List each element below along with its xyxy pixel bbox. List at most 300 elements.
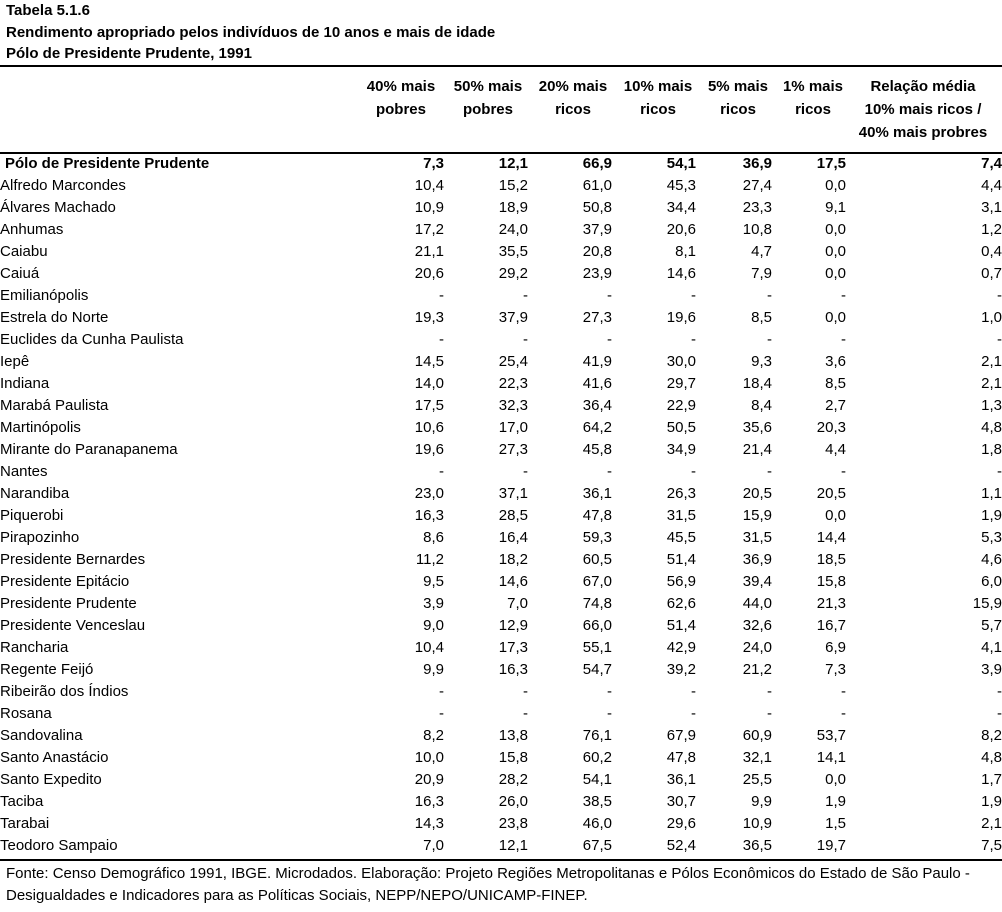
cell-5-ricos: 21,2 xyxy=(742,661,772,678)
cell-1-ricos: 9,1 xyxy=(825,199,846,216)
cell-1-ricos: 0,0 xyxy=(825,771,846,788)
row-name: Piquerobi xyxy=(0,507,64,524)
cell-1-ricos: 1,5 xyxy=(825,815,846,832)
cell-relacao-media: 1,0 xyxy=(981,309,1002,326)
cell-50-pobres: 7,0 xyxy=(507,595,528,612)
cell-20-ricos: 27,3 xyxy=(582,309,612,326)
cell-20-ricos: - xyxy=(607,683,612,700)
cell-relacao-media: 4,4 xyxy=(981,177,1002,194)
cell-50-pobres: 24,0 xyxy=(498,221,528,238)
cell-10-ricos: 47,8 xyxy=(666,749,696,766)
cell-20-ricos: - xyxy=(607,463,612,480)
cell-50-pobres: 23,8 xyxy=(498,815,528,832)
cell-50-pobres: - xyxy=(523,683,528,700)
cell-50-pobres: 13,8 xyxy=(498,727,528,744)
cell-40-pobres: 19,6 xyxy=(414,441,444,458)
cell-relacao-media: - xyxy=(997,683,1002,700)
cell-relacao-media: 4,6 xyxy=(981,551,1002,568)
column-header-1-ricos: 1% mais ricos xyxy=(782,78,844,118)
cell-20-ricos: 76,1 xyxy=(582,727,612,744)
cell-5-ricos: - xyxy=(767,331,772,348)
cell-40-pobres: 16,3 xyxy=(414,507,444,524)
row-name: Santo Expedito xyxy=(0,771,102,788)
cell-relacao-media: 3,9 xyxy=(981,661,1002,678)
cell-relacao-media: 1,3 xyxy=(981,397,1002,414)
cell-1-ricos: 1,9 xyxy=(825,793,846,810)
cell-50-pobres: 26,0 xyxy=(498,793,528,810)
cell-5-ricos: 39,4 xyxy=(742,573,772,590)
cell-20-ricos: 36,4 xyxy=(582,397,612,414)
row-name: Mirante do Paranapanema xyxy=(0,441,178,458)
column-header-40-pobres: 40% mais pobres xyxy=(366,78,436,118)
cell-20-ricos: 61,0 xyxy=(582,177,612,194)
table-row xyxy=(0,307,1002,329)
cell-5-ricos: 36,5 xyxy=(742,837,772,854)
cell-20-ricos: 23,9 xyxy=(582,265,612,282)
cell-40-pobres: 17,5 xyxy=(414,397,444,414)
cell-50-pobres: - xyxy=(523,705,528,722)
row-name: Presidente Venceslau xyxy=(0,617,146,634)
cell-relacao-media: 5,7 xyxy=(981,617,1002,634)
row-name: Rancharia xyxy=(0,639,69,656)
cell-5-ricos: 10,9 xyxy=(742,815,772,832)
cell-40-pobres: 14,3 xyxy=(414,815,444,832)
cell-10-ricos: 39,2 xyxy=(666,661,696,678)
cell-40-pobres: 17,2 xyxy=(414,221,444,238)
cell-20-ricos: 64,2 xyxy=(582,419,612,436)
row-name: Ribeirão dos Índios xyxy=(0,683,129,700)
table-row xyxy=(0,219,1002,241)
cell-20-ricos: 41,9 xyxy=(582,353,612,370)
cell-1-ricos: 17,5 xyxy=(816,155,846,172)
cell-5-ricos: 20,5 xyxy=(742,485,772,502)
table-row xyxy=(0,351,1002,373)
cell-50-pobres: 25,4 xyxy=(498,353,528,370)
cell-5-ricos: 32,1 xyxy=(742,749,772,766)
cell-50-pobres: 27,3 xyxy=(498,441,528,458)
cell-10-ricos: 45,5 xyxy=(666,529,696,546)
cell-5-ricos: 15,9 xyxy=(742,507,772,524)
cell-10-ricos: 34,4 xyxy=(666,199,696,216)
table-row xyxy=(0,285,1002,307)
table-row xyxy=(0,483,1002,505)
cell-relacao-media: 6,0 xyxy=(981,573,1002,590)
row-name: Nantes xyxy=(0,463,48,480)
cell-1-ricos: - xyxy=(841,287,846,304)
table-row xyxy=(0,197,1002,219)
cell-relacao-media: - xyxy=(997,463,1002,480)
cell-5-ricos: 32,6 xyxy=(742,617,772,634)
cell-5-ricos: 9,9 xyxy=(751,793,772,810)
cell-10-ricos: 67,9 xyxy=(666,727,696,744)
cell-5-ricos: 44,0 xyxy=(742,595,772,612)
column-header-5-ricos: 5% mais ricos xyxy=(707,78,769,118)
table-row xyxy=(0,571,1002,593)
row-name: Euclides da Cunha Paulista xyxy=(0,331,184,348)
cell-50-pobres: 17,3 xyxy=(498,639,528,656)
cell-50-pobres: 28,2 xyxy=(498,771,528,788)
cell-5-ricos: 31,5 xyxy=(742,529,772,546)
cell-40-pobres: 21,1 xyxy=(414,243,444,260)
cell-40-pobres: 23,0 xyxy=(414,485,444,502)
cell-5-ricos: 60,9 xyxy=(742,727,772,744)
cell-relacao-media: 1,2 xyxy=(981,221,1002,238)
table-title: Rendimento apropriado pelos indivíduos de 10 anos e mais de idade xyxy=(6,24,496,41)
table-row xyxy=(0,527,1002,549)
cell-1-ricos: 20,5 xyxy=(816,485,846,502)
cell-40-pobres: 7,0 xyxy=(423,837,444,854)
row-name: Iepê xyxy=(0,353,30,370)
cell-1-ricos: 6,9 xyxy=(825,639,846,656)
cell-50-pobres: 28,5 xyxy=(498,507,528,524)
cell-50-pobres: 18,2 xyxy=(498,551,528,568)
cell-20-ricos: 47,8 xyxy=(582,507,612,524)
row-name: Caiuá xyxy=(0,265,40,282)
cell-20-ricos: - xyxy=(607,287,612,304)
table-row xyxy=(0,659,1002,681)
cell-20-ricos: 37,9 xyxy=(582,221,612,238)
cell-20-ricos: 45,8 xyxy=(582,441,612,458)
cell-1-ricos: 14,4 xyxy=(816,529,846,546)
cell-1-ricos: - xyxy=(841,705,846,722)
cell-20-ricos: 59,3 xyxy=(582,529,612,546)
row-name: Anhumas xyxy=(0,221,64,238)
cell-50-pobres: 22,3 xyxy=(498,375,528,392)
cell-40-pobres: 8,6 xyxy=(423,529,444,546)
cell-1-ricos: 53,7 xyxy=(816,727,846,744)
cell-relacao-media: 4,8 xyxy=(981,419,1002,436)
cell-50-pobres: - xyxy=(523,287,528,304)
cell-1-ricos: 8,5 xyxy=(825,375,846,392)
cell-1-ricos: 2,7 xyxy=(825,397,846,414)
cell-20-ricos: - xyxy=(607,331,612,348)
bottom-rule xyxy=(0,859,1002,861)
cell-10-ricos: - xyxy=(691,463,696,480)
cell-10-ricos: 42,9 xyxy=(666,639,696,656)
table-row xyxy=(0,505,1002,527)
table-row xyxy=(0,549,1002,571)
table-number: Tabela 5.1.6 xyxy=(6,2,90,19)
table-row xyxy=(0,241,1002,263)
cell-5-ricos: 27,4 xyxy=(742,177,772,194)
cell-50-pobres: 16,4 xyxy=(498,529,528,546)
cell-1-ricos: 7,3 xyxy=(825,661,846,678)
row-name: Martinópolis xyxy=(0,419,81,436)
top-rule xyxy=(0,65,1002,67)
row-name: Marabá Paulista xyxy=(0,397,109,414)
table-row xyxy=(0,725,1002,747)
cell-1-ricos: - xyxy=(841,331,846,348)
cell-5-ricos: 21,4 xyxy=(742,441,772,458)
cell-40-pobres: 10,9 xyxy=(414,199,444,216)
cell-1-ricos: 0,0 xyxy=(825,507,846,524)
cell-relacao-media: 4,8 xyxy=(981,749,1002,766)
cell-40-pobres: 19,3 xyxy=(414,309,444,326)
cell-20-ricos: 55,1 xyxy=(582,639,612,656)
cell-relacao-media: - xyxy=(997,705,1002,722)
cell-20-ricos: 67,5 xyxy=(582,837,612,854)
cell-10-ricos: - xyxy=(691,331,696,348)
column-header-relacao-media: Relação média 10% mais ricos / 40% mais probres xyxy=(858,78,988,141)
column-header-20-ricos: 20% mais ricos xyxy=(538,78,608,118)
table-body xyxy=(0,153,1002,857)
table-row xyxy=(0,769,1002,791)
cell-relacao-media: 7,4 xyxy=(981,155,1002,172)
cell-40-pobres: 9,5 xyxy=(423,573,444,590)
cell-20-ricos: 20,8 xyxy=(582,243,612,260)
cell-relacao-media: 8,2 xyxy=(981,727,1002,744)
cell-10-ricos: 19,6 xyxy=(666,309,696,326)
cell-1-ricos: 20,3 xyxy=(816,419,846,436)
cell-40-pobres: 11,2 xyxy=(415,551,444,568)
cell-relacao-media: 1,7 xyxy=(981,771,1002,788)
cell-5-ricos: 8,5 xyxy=(751,309,772,326)
row-name: Alfredo Marcondes xyxy=(0,177,126,194)
cell-50-pobres: 16,3 xyxy=(498,661,528,678)
cell-20-ricos: 50,8 xyxy=(582,199,612,216)
cell-5-ricos: 7,9 xyxy=(751,265,772,282)
cell-20-ricos: 36,1 xyxy=(582,485,612,502)
cell-1-ricos: 0,0 xyxy=(825,265,846,282)
cell-10-ricos: 56,9 xyxy=(666,573,696,590)
row-name: Regente Feijó xyxy=(0,661,94,678)
cell-20-ricos: 54,7 xyxy=(582,661,612,678)
cell-50-pobres: - xyxy=(523,331,528,348)
cell-40-pobres: 10,0 xyxy=(414,749,444,766)
cell-10-ricos: 34,9 xyxy=(666,441,696,458)
cell-40-pobres: 10,4 xyxy=(414,177,444,194)
cell-20-ricos: 74,8 xyxy=(582,595,612,612)
cell-20-ricos: 60,2 xyxy=(582,749,612,766)
cell-10-ricos: 52,4 xyxy=(666,837,696,854)
row-name: Taciba xyxy=(0,793,44,810)
cell-40-pobres: 10,6 xyxy=(414,419,444,436)
cell-50-pobres: 14,6 xyxy=(498,573,528,590)
data-table xyxy=(0,153,1002,857)
cell-10-ricos: 62,6 xyxy=(666,595,696,612)
table-row xyxy=(0,395,1002,417)
cell-5-ricos: 9,3 xyxy=(751,353,772,370)
cell-10-ricos: 29,6 xyxy=(666,815,696,832)
cell-50-pobres: 18,9 xyxy=(498,199,528,216)
row-name: Sandovalina xyxy=(0,727,83,744)
cell-40-pobres: 9,0 xyxy=(423,617,444,634)
cell-40-pobres: - xyxy=(439,287,444,304)
table-row xyxy=(0,637,1002,659)
cell-5-ricos: - xyxy=(767,705,772,722)
cell-5-ricos: 8,4 xyxy=(751,397,772,414)
cell-relacao-media: 2,1 xyxy=(981,375,1002,392)
cell-relacao-media: 1,9 xyxy=(981,507,1002,524)
cell-10-ricos: - xyxy=(691,287,696,304)
row-name: Indiana xyxy=(0,375,50,392)
cell-40-pobres: 14,5 xyxy=(414,353,444,370)
cell-50-pobres: 29,2 xyxy=(498,265,528,282)
cell-5-ricos: - xyxy=(767,683,772,700)
cell-50-pobres: 37,1 xyxy=(498,485,528,502)
cell-10-ricos: 20,6 xyxy=(666,221,696,238)
cell-1-ricos: - xyxy=(841,463,846,480)
row-name: Álvares Machado xyxy=(0,199,116,216)
cell-1-ricos: 18,5 xyxy=(816,551,846,568)
cell-50-pobres: - xyxy=(523,463,528,480)
cell-5-ricos: 23,3 xyxy=(742,199,772,216)
table-row xyxy=(0,461,1002,483)
cell-10-ricos: 36,1 xyxy=(666,771,696,788)
cell-40-pobres: 16,3 xyxy=(414,793,444,810)
cell-40-pobres: 7,3 xyxy=(423,155,444,172)
cell-50-pobres: 35,5 xyxy=(498,243,528,260)
cell-10-ricos: 50,5 xyxy=(666,419,696,436)
row-name: Rosana xyxy=(0,705,52,722)
column-header-10-ricos: 10% mais ricos xyxy=(623,78,693,118)
cell-relacao-media: 0,7 xyxy=(981,265,1002,282)
row-name: Emilianópolis xyxy=(0,287,89,304)
cell-relacao-media: 0,4 xyxy=(981,243,1002,260)
cell-5-ricos: 36,9 xyxy=(742,155,772,172)
row-name: Estrela do Norte xyxy=(0,309,109,326)
cell-20-ricos: - xyxy=(607,705,612,722)
cell-relacao-media: 2,1 xyxy=(981,815,1002,832)
cell-5-ricos: 18,4 xyxy=(742,375,772,392)
cell-10-ricos: 30,0 xyxy=(666,353,696,370)
cell-20-ricos: 41,6 xyxy=(582,375,612,392)
cell-1-ricos: 14,1 xyxy=(816,749,846,766)
row-name: Pólo de Presidente Prudente xyxy=(5,155,210,172)
cell-40-pobres: - xyxy=(439,683,444,700)
cell-relacao-media: 2,1 xyxy=(981,353,1002,370)
cell-40-pobres: 20,6 xyxy=(414,265,444,282)
row-name: Presidente Prudente xyxy=(0,595,137,612)
cell-40-pobres: - xyxy=(439,331,444,348)
cell-relacao-media: 3,1 xyxy=(981,199,1002,216)
cell-1-ricos: 0,0 xyxy=(825,243,846,260)
cell-1-ricos: 0,0 xyxy=(825,177,846,194)
cell-40-pobres: 9,9 xyxy=(423,661,444,678)
row-name: Caiabu xyxy=(0,243,48,260)
cell-1-ricos: - xyxy=(841,683,846,700)
row-name: Presidente Epitácio xyxy=(0,573,130,590)
cell-relacao-media: 1,1 xyxy=(981,485,1002,502)
cell-10-ricos: 22,9 xyxy=(666,397,696,414)
table-row xyxy=(0,835,1002,857)
source-note: Fonte: Censo Demográfico 1991, IBGE. Microdados. Elaboração: Projeto Regiões Metropolitanas e Pólos Econômicos do Estado de São Paulo - Desigualdades e Indicadores para as Políticas Sociais, NEPP/NEPO/UNICAMP-FINEP. xyxy=(6,865,970,904)
cell-10-ricos: 51,4 xyxy=(666,617,696,634)
cell-relacao-media: - xyxy=(997,287,1002,304)
row-name: Narandiba xyxy=(0,485,70,502)
cell-1-ricos: 16,7 xyxy=(816,617,846,634)
cell-40-pobres: - xyxy=(439,463,444,480)
table-row xyxy=(0,263,1002,285)
column-header-50-pobres: 50% mais pobres xyxy=(453,78,523,118)
table-row xyxy=(0,417,1002,439)
cell-relacao-media: 4,1 xyxy=(981,639,1002,656)
table-row xyxy=(0,175,1002,197)
table-row xyxy=(0,747,1002,769)
cell-10-ricos: 30,7 xyxy=(666,793,696,810)
cell-20-ricos: 66,0 xyxy=(582,617,612,634)
cell-40-pobres: 3,9 xyxy=(423,595,444,612)
cell-50-pobres: 32,3 xyxy=(498,397,528,414)
cell-50-pobres: 17,0 xyxy=(498,419,528,436)
cell-5-ricos: 10,8 xyxy=(742,221,772,238)
table-row xyxy=(0,329,1002,351)
cell-40-pobres: 14,0 xyxy=(414,375,444,392)
table-row xyxy=(0,373,1002,395)
cell-5-ricos: - xyxy=(767,287,772,304)
cell-50-pobres: 15,2 xyxy=(498,177,528,194)
cell-20-ricos: 66,9 xyxy=(582,155,612,172)
cell-20-ricos: 67,0 xyxy=(582,573,612,590)
cell-1-ricos: 21,3 xyxy=(816,595,846,612)
cell-5-ricos: 4,7 xyxy=(751,243,772,260)
row-name: Santo Anastácio xyxy=(0,749,109,766)
cell-10-ricos: 29,7 xyxy=(666,375,696,392)
cell-5-ricos: 25,5 xyxy=(742,771,772,788)
cell-20-ricos: 60,5 xyxy=(582,551,612,568)
table-row xyxy=(0,593,1002,615)
cell-40-pobres: 20,9 xyxy=(414,771,444,788)
table-subtitle: Pólo de Presidente Prudente, 1991 xyxy=(6,45,252,62)
cell-5-ricos: - xyxy=(767,463,772,480)
cell-1-ricos: 0,0 xyxy=(825,221,846,238)
cell-10-ricos: 45,3 xyxy=(666,177,696,194)
cell-10-ricos: 51,4 xyxy=(666,551,696,568)
cell-10-ricos: 26,3 xyxy=(666,485,696,502)
table-row xyxy=(0,681,1002,703)
cell-40-pobres: 8,2 xyxy=(423,727,444,744)
cell-10-ricos: 14,6 xyxy=(666,265,696,282)
cell-relacao-media: 1,8 xyxy=(981,441,1002,458)
cell-relacao-media: 5,3 xyxy=(981,529,1002,546)
cell-relacao-media: - xyxy=(997,331,1002,348)
cell-1-ricos: 4,4 xyxy=(825,441,846,458)
cell-1-ricos: 3,6 xyxy=(825,353,846,370)
cell-50-pobres: 15,8 xyxy=(498,749,528,766)
cell-50-pobres: 12,1 xyxy=(498,837,528,854)
cell-50-pobres: 12,9 xyxy=(498,617,528,634)
cell-40-pobres: - xyxy=(439,705,444,722)
row-name: Tarabai xyxy=(0,815,50,832)
cell-1-ricos: 15,8 xyxy=(816,573,846,590)
table-row xyxy=(0,703,1002,725)
cell-40-pobres: 10,4 xyxy=(414,639,444,656)
row-name: Teodoro Sampaio xyxy=(0,837,118,854)
cell-1-ricos: 0,0 xyxy=(825,309,846,326)
cell-5-ricos: 36,9 xyxy=(742,551,772,568)
cell-20-ricos: 46,0 xyxy=(582,815,612,832)
cell-10-ricos: - xyxy=(691,705,696,722)
table-row xyxy=(0,439,1002,461)
table-row xyxy=(0,791,1002,813)
table-row-total xyxy=(0,153,1002,175)
cell-5-ricos: 24,0 xyxy=(742,639,772,656)
cell-relacao-media: 15,9 xyxy=(972,595,1002,612)
row-name: Pirapozinho xyxy=(0,529,80,546)
cell-1-ricos: 19,7 xyxy=(816,837,846,854)
cell-5-ricos: 35,6 xyxy=(742,419,772,436)
cell-50-pobres: 12,1 xyxy=(498,155,528,172)
cell-50-pobres: 37,9 xyxy=(498,309,528,326)
cell-10-ricos: - xyxy=(691,683,696,700)
cell-10-ricos: 54,1 xyxy=(666,155,696,172)
cell-relacao-media: 7,5 xyxy=(981,837,1002,854)
cell-20-ricos: 38,5 xyxy=(582,793,612,810)
row-name: Presidente Bernardes xyxy=(0,551,146,568)
cell-20-ricos: 54,1 xyxy=(582,771,612,788)
cell-relacao-media: 1,9 xyxy=(981,793,1002,810)
cell-10-ricos: 31,5 xyxy=(666,507,696,524)
